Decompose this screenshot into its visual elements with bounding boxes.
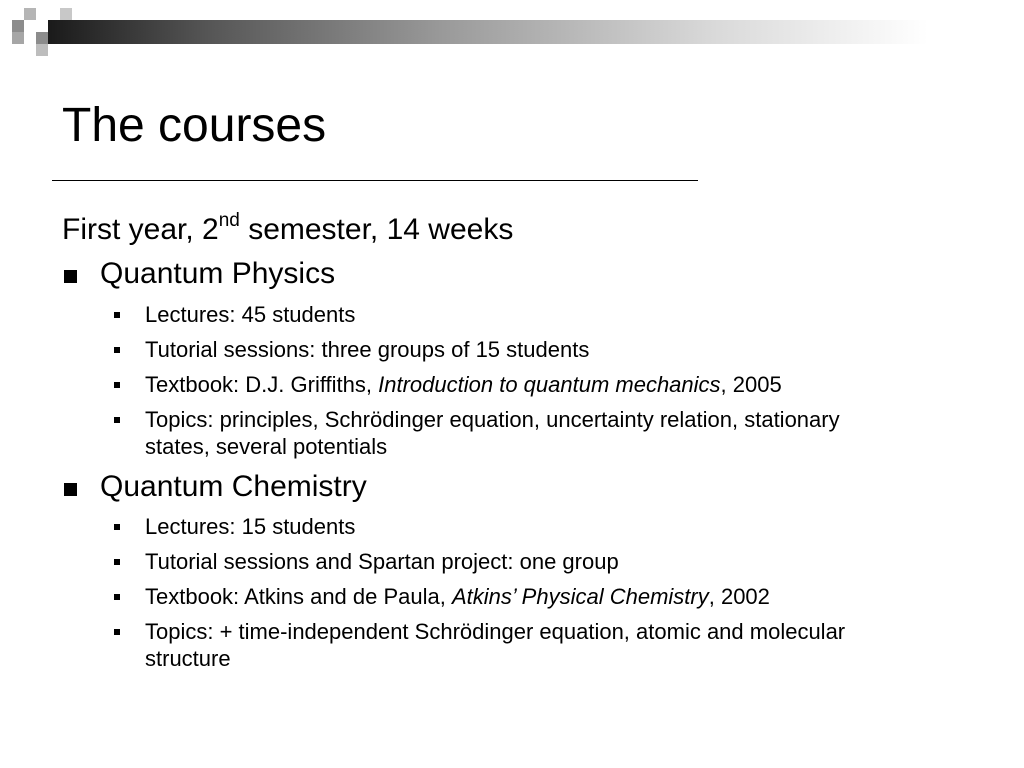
course-bullet-icon bbox=[64, 483, 77, 496]
textbook-suffix: , 2002 bbox=[708, 584, 770, 609]
course-item-lectures: Lectures: 15 students bbox=[145, 514, 356, 539]
textbook-suffix: , 2005 bbox=[720, 372, 782, 397]
item-bullet-icon bbox=[114, 524, 120, 530]
course-item-topics: Topics: + time-independent Schrödinger equation, atomic and molecular bbox=[145, 619, 846, 644]
item-bullet-icon bbox=[114, 559, 120, 565]
header-decoration bbox=[0, 0, 1024, 64]
textbook-prefix: Textbook: D.J. Griffiths, bbox=[145, 372, 379, 397]
textbook-title: Introduction to quantum mechanics bbox=[378, 372, 721, 397]
slide-title: The courses bbox=[62, 99, 327, 152]
intro-prefix: First year, 2 bbox=[62, 213, 219, 246]
course-name-quantum-chemistry: Quantum Chemistry bbox=[100, 470, 367, 503]
course-item-tutorials: Tutorial sessions: three groups of 15 students bbox=[145, 337, 590, 362]
course-item-textbook bbox=[145, 371, 782, 399]
course-item-tutorials: Tutorial sessions and Spartan project: one group bbox=[145, 549, 619, 574]
item-bullet-icon bbox=[114, 347, 120, 353]
header-square-icon bbox=[24, 8, 36, 20]
course-item-topics: Topics: principles, Schrödinger equation, uncertainty relation, stationary bbox=[145, 407, 840, 432]
intro-suffix: semester, 14 weeks bbox=[239, 213, 514, 246]
course-item-topics-continued: structure bbox=[145, 646, 231, 671]
intro-line bbox=[62, 211, 513, 249]
header-square-icon bbox=[60, 8, 72, 20]
item-bullet-icon bbox=[114, 629, 120, 635]
textbook-title: Atkins’ Physical Chemistry bbox=[451, 584, 709, 609]
title-divider bbox=[52, 180, 698, 181]
intro-superscript: nd bbox=[218, 210, 240, 231]
header-square-icon bbox=[36, 32, 48, 44]
textbook-prefix: Textbook: Atkins and de Paula, bbox=[145, 584, 452, 609]
header-gradient-bar bbox=[48, 20, 928, 44]
course-item-topics-continued: states, several potentials bbox=[145, 434, 388, 459]
header-square-icon bbox=[24, 20, 36, 32]
item-bullet-icon bbox=[114, 312, 120, 318]
header-square-icon bbox=[12, 20, 24, 32]
course-bullet-icon bbox=[64, 270, 77, 283]
course-item-lectures: Lectures: 45 students bbox=[145, 302, 356, 327]
header-square-icon bbox=[36, 44, 48, 56]
header-square-icon bbox=[12, 32, 24, 44]
item-bullet-icon bbox=[114, 417, 120, 423]
course-item-textbook bbox=[145, 583, 770, 611]
item-bullet-icon bbox=[114, 382, 120, 388]
course-name-quantum-physics: Quantum Physics bbox=[100, 257, 336, 290]
item-bullet-icon bbox=[114, 594, 120, 600]
